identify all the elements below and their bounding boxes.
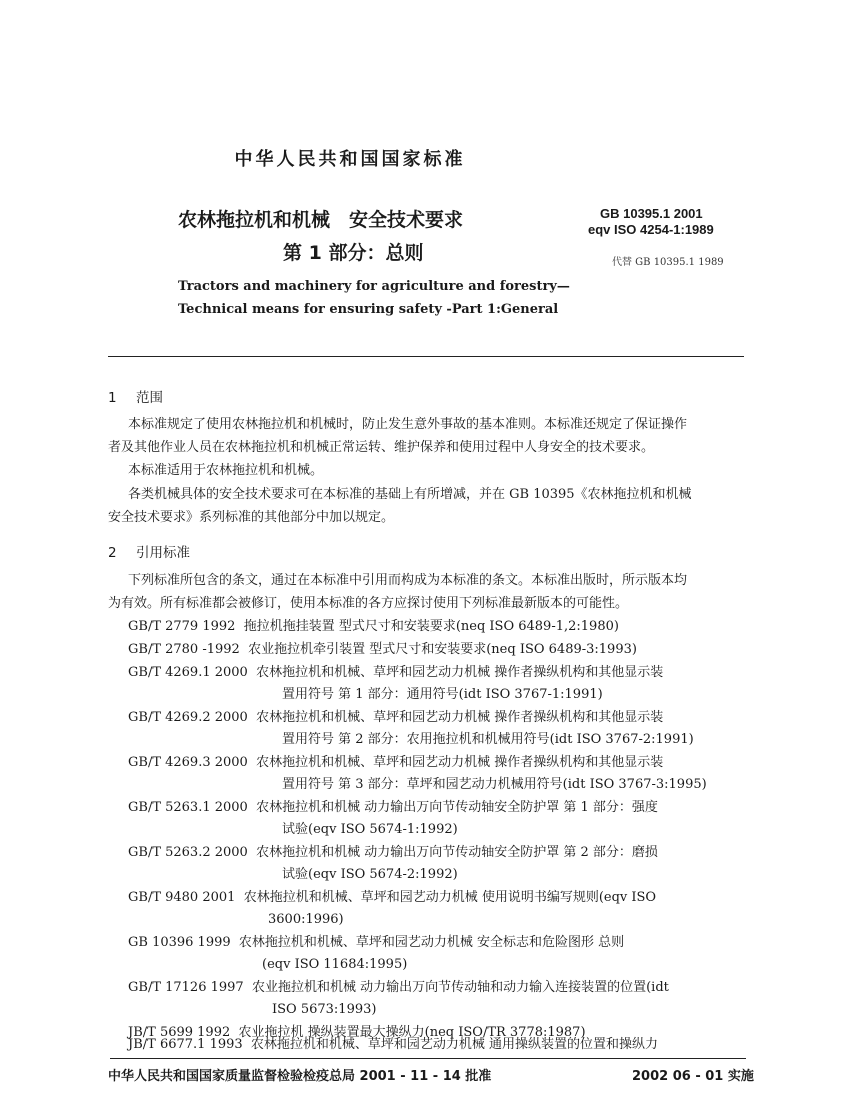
reference-number: GB/T 4269.1 2000: [128, 665, 248, 680]
title-cn-line2: 第 1 部分：总则: [283, 242, 424, 264]
header-divider: [108, 356, 744, 357]
reference-number: GB/T 4269.3 2000: [128, 755, 248, 770]
reference-continuation: 置用符号 第 1 部分：通用符号(idt ISO 3767-1:1991): [282, 687, 603, 702]
reference-number: GB/T 9480 2001: [128, 890, 236, 905]
reference-item: [128, 887, 656, 909]
reference-title: 农林拖拉机和机械、草坪和园艺动力机械 通用操纵装置的位置和操纵力: [250, 1037, 659, 1052]
national-standard-heading: 中华人民共和国国家标准: [234, 149, 466, 170]
section-2-title: 引用标准: [136, 545, 190, 561]
section-2-intro-line2: 为有效。所有标准都会被修订，使用本标准的各方应探讨使用下列标准最新版本的可能性。: [108, 596, 629, 611]
reference-number: GB 10396 1999: [128, 935, 231, 950]
reference-item: [128, 1034, 658, 1056]
reference-number: GB/T 4269.2 2000: [128, 710, 248, 725]
section-2-heading: [108, 541, 190, 561]
section-1-heading: [108, 386, 163, 406]
reference-title: 农林拖拉机和机械、草坪和园艺动力机械 操作者操纵机构和其他显示装: [256, 710, 664, 725]
reference-number: GB/T 5263.2 2000: [128, 845, 248, 860]
section-1-number: 1: [108, 390, 117, 406]
reference-item: [128, 797, 658, 819]
reference-number: GB/T 2780 -1992: [128, 642, 240, 657]
reference-number: JB/T 6677.1 1993: [128, 1037, 243, 1052]
reference-continuation: 试验(eqv ISO 5674-2:1992): [282, 867, 458, 882]
reference-continuation: ISO 5673:1993): [272, 1002, 377, 1017]
reference-title: 农业拖拉机和机械 动力输出万向节传动轴和动力输入连接装置的位置(idt: [251, 980, 669, 995]
equivalence-note: eqv ISO 4254-1:1989: [588, 222, 714, 237]
reference-number: GB/T 5263.1 2000: [128, 800, 248, 815]
reference-number: JB/T 5699 1992: [128, 1025, 231, 1040]
reference-item: [128, 616, 619, 638]
reference-title: 农林拖拉机和机械、草坪和园艺动力机械 操作者操纵机构和其他显示装: [256, 665, 664, 680]
reference-item: [128, 752, 663, 774]
reference-item: [128, 932, 624, 954]
reference-continuation: 置用符号 第 3 部分：草坪和园艺动力机械用符号(idt ISO 3767-3:1995): [282, 777, 707, 792]
reference-title: 农业拖拉机牵引装置 型式尺寸和安装要求(neq ISO 6489-3:1993): [248, 642, 637, 657]
reference-continuation: 3600:1996): [268, 912, 344, 927]
title-cn-line1: 农林拖拉机和机械 安全技术要求: [178, 209, 464, 231]
reference-continuation: (eqv ISO 11684:1995): [262, 957, 408, 972]
reference-item: [128, 842, 658, 864]
reference-item: [128, 662, 663, 684]
title-en-line2: Technical means for ensuring safety -Part 1:General: [178, 302, 559, 317]
reference-title: 农业拖拉机 操纵装置最大操纵力(neq ISO/TR 3778:1987): [238, 1025, 586, 1040]
section-1-para3-line1: 各类机械具体的安全技术要求可在本标准的基础上有所增减，并在 GB 10395《农林拖拉机和机械: [128, 487, 692, 502]
section-2-intro-line1: 下列标准所包含的条文，通过在本标准中引用而构成为本标准的条文。本标准出版时，所示版本均: [128, 573, 688, 588]
reference-item: [128, 639, 637, 661]
reference-number: GB/T 17126 1997: [128, 980, 244, 995]
reference-title: 拖拉机拖挂装置 型式尺寸和安装要求(neq ISO 6489-1,2:1980): [243, 619, 619, 634]
replaces-note: 代替 GB 10395.1 1989: [612, 257, 724, 268]
title-en-line1: Tractors and machinery for agriculture and forestry—: [178, 279, 570, 294]
reference-continuation: 试验(eqv ISO 5674-1:1992): [282, 822, 458, 837]
section-2-number: 2: [108, 545, 117, 561]
reference-number: GB/T 2779 1992: [128, 619, 236, 634]
reference-title: 农林拖拉机和机械、草坪和园艺动力机械 操作者操纵机构和其他显示装: [256, 755, 664, 770]
reference-continuation: 置用符号 第 2 部分：农用拖拉机和机械用符号(idt ISO 3767-2:1991): [282, 732, 694, 747]
issued-date: 中华人民共和国国家质量监督检验检疫总局 2001 - 11 - 14 批准: [108, 1069, 492, 1084]
reference-title: 农林拖拉机和机械 动力输出万向节传动轴安全防护罩 第 2 部分：磨损: [256, 845, 658, 860]
reference-title: 农林拖拉机和机械、草坪和园艺动力机械 安全标志和危险图形 总则: [238, 935, 625, 950]
effective-date: 2002 06 - 01 实施: [632, 1069, 754, 1084]
section-1-para1-line2: 者及其他作业人员在农林拖拉机和机械正常运转、维护保养和使用过程中人身安全的技术要求。: [108, 440, 655, 455]
section-1-para3-line2: 安全技术要求》系列标准的其他部分中加以规定。: [108, 510, 395, 525]
standard-number: GB 10395.1 2001: [600, 206, 703, 221]
reference-item: [128, 707, 663, 729]
section-1-title: 范围: [136, 390, 163, 406]
section-1-para2: 本标准适用于农林拖拉机和机械。: [128, 463, 324, 478]
section-1-para1-line1: 本标准规定了使用农林拖拉机和机械时，防止发生意外事故的基本准则。本标准还规定了保证操作: [128, 417, 688, 432]
reference-title: 农林拖拉机和机械、草坪和园艺动力机械 使用说明书编写规则(eqv ISO: [243, 890, 657, 905]
reference-title: 农林拖拉机和机械 动力输出万向节传动轴安全防护罩 第 1 部分：强度: [256, 800, 658, 815]
footer-divider: [110, 1058, 746, 1059]
reference-item: [128, 977, 669, 999]
